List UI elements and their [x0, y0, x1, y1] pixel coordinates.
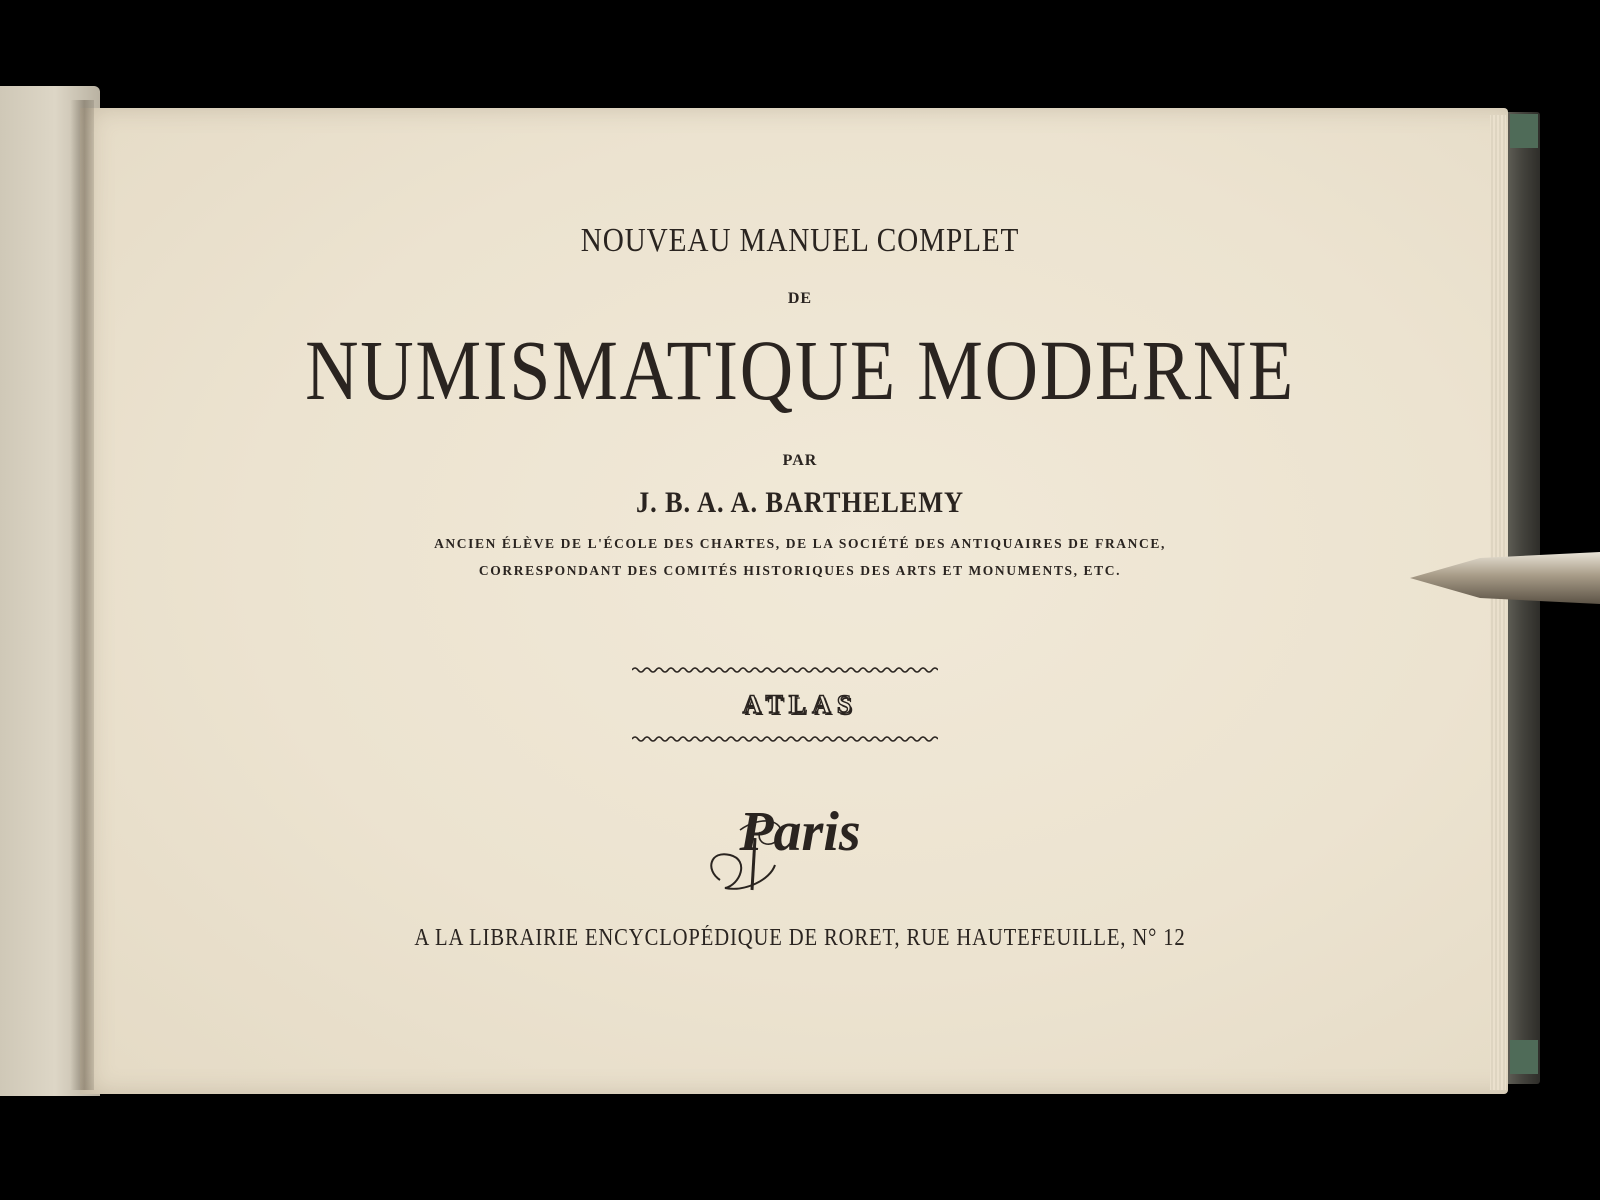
volume-label: ATLAS	[742, 690, 858, 719]
author-affiliation-line-2: CORRESPONDANT DES COMITÉS HISTORIQUES DES ARTS ET MONUMENTS, ETC.	[478, 563, 1122, 578]
main-title: NUMISMATIQUE MODERNE	[305, 322, 1295, 418]
wavy-rule-top	[632, 666, 938, 674]
place-of-publication: Paris	[739, 801, 861, 863]
gutter-shadow	[70, 100, 94, 1090]
board-corner-top	[1510, 114, 1538, 148]
series-title: NOUVEAU MANUEL COMPLET	[580, 222, 1020, 259]
metal-pointer-tool	[1410, 548, 1600, 608]
author-affiliation-line-1: ANCIEN ÉLÈVE DE L'ÉCOLE DES CHARTES, DE LA SOCIÉTÉ DES ANTIQUAIRES DE FRANCE,	[434, 536, 1166, 551]
author-name: J. B. A. A. BARTHELEMY	[636, 486, 964, 519]
wavy-rule-bottom	[632, 735, 938, 743]
publisher-imprint: A LA LIBRAIRIE ENCYCLOPÉDIQUE DE RORET, RUE HAUTEFEUILLE, N° 12	[414, 925, 1186, 951]
board-corner-bottom	[1510, 1040, 1538, 1074]
by-line: PAR	[782, 452, 818, 469]
series-title-connector: DE	[787, 290, 813, 307]
